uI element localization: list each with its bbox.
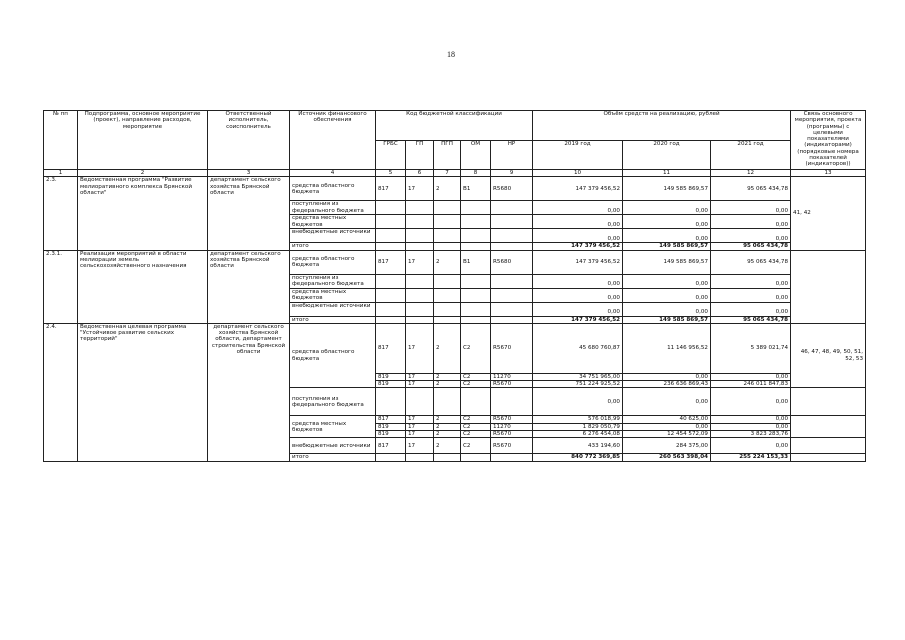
source-regional: средства областного бюджета: [290, 323, 376, 388]
source-offbudget: внебюджетные источники: [290, 438, 376, 454]
nr-cell: R5680: [491, 177, 533, 201]
gp-cell: 17: [406, 250, 434, 274]
col-number: 6: [406, 170, 434, 177]
col-number: 9: [491, 170, 533, 177]
value-2019: 0,00: [533, 288, 623, 302]
value-2019: 576 018,99: [533, 416, 623, 423]
column-numbers-row: [44, 170, 866, 177]
value-2019: 6 276 454,08: [533, 431, 623, 438]
total-2021: 255 224 153,33: [711, 454, 791, 461]
header-grbs: ГРБС: [376, 140, 406, 170]
section-responsible: департамент сельского хозяйства Брянской области, департамент строительства Брянской области: [208, 323, 290, 461]
value-2019: 433 194,60: [533, 438, 623, 454]
gp-cell: 17: [406, 373, 434, 380]
om-cell: С2: [461, 423, 491, 430]
gp-cell: 17: [406, 438, 434, 454]
total-2019: 147 379 456,52: [533, 243, 623, 250]
om-cell: В1: [461, 177, 491, 201]
value-2019: 45 680 760,87: [533, 323, 623, 373]
total-2019: 147 379 456,52: [533, 316, 623, 323]
section-row-regional: [44, 250, 866, 274]
section-program: Ведомственная целевая программа "Устойчивое развитие сельских территорий": [78, 323, 208, 461]
value-2019: 147 379 456,52: [533, 177, 623, 201]
nr-cell: 11270: [491, 423, 533, 430]
gp-cell: 17: [406, 323, 434, 373]
col-number: 3: [208, 170, 290, 177]
section-responsible: департамент сельского хозяйства Брянской области: [208, 250, 290, 323]
section-num: 2.3.1.: [44, 250, 78, 323]
value-2019: 34 751 965,00: [533, 373, 623, 380]
header-2020: 2020 год: [623, 140, 711, 170]
nr-cell: 11270: [491, 373, 533, 380]
section-row-regional: [44, 177, 866, 201]
source-total: итого: [290, 243, 376, 250]
om-cell: С2: [461, 373, 491, 380]
value-2020: 284 375,00: [623, 438, 711, 454]
col-number: 5: [376, 170, 406, 177]
grbs-cell: 819: [376, 381, 406, 388]
nr-cell: R5670: [491, 431, 533, 438]
pgp-cell: 2: [434, 373, 461, 380]
col-number: 8: [461, 170, 491, 177]
col-number: 11: [623, 170, 711, 177]
col-number: 12: [711, 170, 791, 177]
pgp-cell: 2: [434, 381, 461, 388]
total-2021: 95 065 434,78: [711, 243, 791, 250]
pgp-cell: 2: [434, 431, 461, 438]
section-responsible: департамент сельского хозяйства Брянской области: [208, 177, 290, 250]
pgp-cell: 2: [434, 177, 461, 201]
source-offbudget: внебюджетные источники: [290, 302, 376, 316]
header-responsible: Ответственный исполнитель, соисполнитель: [208, 111, 290, 170]
nr-cell: R5670: [491, 381, 533, 388]
source-regional: средства областного бюджета: [290, 177, 376, 201]
col-number: 13: [791, 170, 866, 177]
value-2021: 95 065 434,78: [711, 250, 791, 274]
section-link: 46, 47, 48, 49, 50, 51, 52, 53: [791, 323, 866, 388]
total-2021: 95 065 434,78: [711, 316, 791, 323]
value-2019: 0,00: [533, 302, 623, 316]
header-budget-code: Код бюджетной классификации: [376, 111, 533, 141]
col-number: 1: [44, 170, 78, 177]
grbs-cell: 817: [376, 177, 406, 201]
header-num: № пп: [44, 111, 78, 170]
source-total: итого: [290, 316, 376, 323]
header-row: [44, 111, 866, 141]
header-volume: Объём средств на реализацию, рублей: [533, 111, 791, 141]
pgp-cell: 2: [434, 416, 461, 423]
om-cell: С2: [461, 381, 491, 388]
col-number: 7: [434, 170, 461, 177]
pgp-cell: 2: [434, 423, 461, 430]
value-2021: 0,00: [711, 229, 791, 243]
gp-cell: 17: [406, 177, 434, 201]
om-cell: С2: [461, 438, 491, 454]
nr-cell: R5670: [491, 438, 533, 454]
value-2019: 751 224 925,52: [533, 381, 623, 388]
col-number: 2: [78, 170, 208, 177]
grbs-cell: 819: [376, 431, 406, 438]
value-2020: 0,00: [623, 288, 711, 302]
value-2019: 0,00: [533, 201, 623, 215]
total-2020: 149 585 869,57: [623, 316, 711, 323]
value-2019: 0,00: [533, 388, 623, 416]
gp-cell: 17: [406, 381, 434, 388]
grbs-cell: 817: [376, 250, 406, 274]
value-2019: 1 829 050,79: [533, 423, 623, 430]
value-2021: 0,00: [711, 373, 791, 380]
value-2020: 11 146 956,52: [623, 323, 711, 373]
header-2021: 2021 год: [711, 140, 791, 170]
gp-cell: 17: [406, 431, 434, 438]
section-num: 2.4.: [44, 323, 78, 461]
source-regional: средства областного бюджета: [290, 250, 376, 274]
header-program: Подпрограмма, основное мероприятие (проект), направление расходов, мероприятие: [78, 111, 208, 170]
grbs-cell: 819: [376, 373, 406, 380]
header-source: Источник финансового обеспечения: [290, 111, 376, 170]
om-cell: С2: [461, 431, 491, 438]
value-2020: 149 585 869,57: [623, 177, 711, 201]
grbs-cell: 817: [376, 323, 406, 373]
source-federal: поступления из федерального бюджета: [290, 388, 376, 416]
total-2019: 840 772 369,85: [533, 454, 623, 461]
header-2019: 2019 год: [533, 140, 623, 170]
gp-cell: 17: [406, 423, 434, 430]
value-2021: 0,00: [711, 416, 791, 423]
value-2020: 0,00: [623, 229, 711, 243]
value-2020: 0,00: [623, 388, 711, 416]
value-2021: 5 389 021,74: [711, 323, 791, 373]
value-2019: 0,00: [533, 229, 623, 243]
header-link: Связь основного мероприятия, проекта (программы) с целевыми показателями (индикаторами) (порядковые номера показателей (индикаторов)): [791, 111, 866, 170]
value-2020: 0,00: [623, 373, 711, 380]
source-local: средства местных бюджетов: [290, 215, 376, 229]
source-total: итого: [290, 454, 376, 461]
value-2019: 0,00: [533, 274, 623, 288]
value-2019: 0,00: [533, 215, 623, 229]
nr-cell: R5670: [491, 416, 533, 423]
pgp-cell: 2: [434, 438, 461, 454]
section-link: [791, 250, 866, 323]
header-gp: ГП: [406, 140, 434, 170]
col-number: 4: [290, 170, 376, 177]
total-2020: 260 563 398,04: [623, 454, 711, 461]
value-2020: 40 625,00: [623, 416, 711, 423]
om-cell: С2: [461, 416, 491, 423]
source-federal: поступления из федерального бюджета: [290, 201, 376, 215]
section-program: Реализация мероприятий в области мелиорации земель сельскохозяйственного назначения: [78, 250, 208, 323]
budget-table: [43, 110, 866, 462]
value-2021: 0,00: [711, 438, 791, 454]
om-cell: В1: [461, 250, 491, 274]
value-2020: 236 636 869,43: [623, 381, 711, 388]
value-2020: 12 454 572,09: [623, 431, 711, 438]
section-program: Ведомственная программа "Развитие мелиоративного комплекса Брянской области": [78, 177, 208, 250]
value-2021: 0,00: [711, 201, 791, 215]
grbs-cell: 819: [376, 423, 406, 430]
value-2020: 149 585 869,57: [623, 250, 711, 274]
source-federal: поступления из федерального бюджета: [290, 274, 376, 288]
header-om: ОМ: [461, 140, 491, 170]
value-2019: 147 379 456,52: [533, 250, 623, 274]
source-local: средства местных бюджетов: [290, 416, 376, 438]
value-2020: 0,00: [623, 274, 711, 288]
header-pgp: ПГП: [434, 140, 461, 170]
om-cell: С2: [461, 323, 491, 373]
source-local: средства местных бюджетов: [290, 288, 376, 302]
nr-cell: R5670: [491, 323, 533, 373]
page-number: 18: [447, 50, 455, 59]
value-2020: 0,00: [623, 201, 711, 215]
value-2020: 0,00: [623, 423, 711, 430]
value-2021: 0,00: [711, 302, 791, 316]
gp-cell: 17: [406, 416, 434, 423]
header-nr: НР: [491, 140, 533, 170]
pgp-cell: 2: [434, 323, 461, 373]
section-row-regional: [44, 323, 866, 373]
source-offbudget: внебюджетные источники: [290, 229, 376, 243]
nr-cell: R5680: [491, 250, 533, 274]
section-link: 41, 42: [791, 177, 866, 250]
value-2020: 0,00: [623, 215, 711, 229]
value-2021: 0,00: [711, 215, 791, 229]
grbs-cell: 817: [376, 438, 406, 454]
pgp-cell: 2: [434, 250, 461, 274]
value-2021: 95 065 434,78: [711, 177, 791, 201]
value-2021: 0,00: [711, 274, 791, 288]
value-2021: 0,00: [711, 288, 791, 302]
col-number: 10: [533, 170, 623, 177]
section-num: 2.3.: [44, 177, 78, 250]
grbs-cell: 817: [376, 416, 406, 423]
value-2021: 246 011 847,83: [711, 381, 791, 388]
total-2020: 149 585 869,57: [623, 243, 711, 250]
value-2021: 3 823 283,76: [711, 431, 791, 438]
value-2021: 0,00: [711, 423, 791, 430]
value-2021: 0,00: [711, 388, 791, 416]
value-2020: 0,00: [623, 302, 711, 316]
